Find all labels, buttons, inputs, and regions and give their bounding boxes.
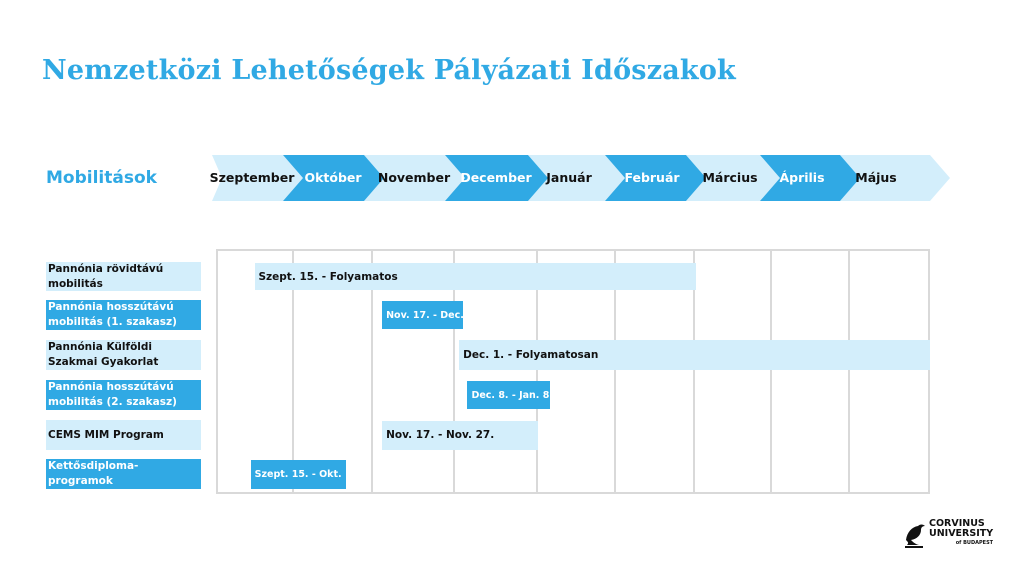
gantt-bar: Szept. 15. - Okt. 17. [251,460,346,489]
grid-line [848,249,850,494]
section-label: Mobilitások [46,168,157,188]
month-label: Május [855,170,897,185]
raven-icon [903,518,927,550]
month-label: Április [779,170,825,185]
page-title: Nemzetközi Lehetőségek Pályázati Időszakok [42,55,736,86]
row-label: Kettősdiploma-programok [46,459,201,489]
row-label: CEMS MIM Program [46,420,201,450]
logo-line3: of BUDAPEST [955,540,994,546]
month-label: Szeptember [209,170,295,185]
corvinus-logo [903,518,995,550]
gantt-bar: Nov. 17. - Nov. 27. [382,421,538,450]
month-label: Október [304,170,362,185]
grid-line [770,249,772,494]
gantt-bar: Dec. 8. - Jan. 8. [467,381,549,409]
row-label: Pannónia hosszútávú mobilitás (1. szakasz) [46,300,201,330]
row-label: Pannónia Külföldi Szakmai Gyakorlat [46,340,201,370]
month-label: Március [702,170,758,185]
row-label: Pannónia hosszútávú mobilitás (2. szakasz) [46,380,201,410]
month-label: November [377,170,451,185]
logo-line1: CORVINUS [929,518,985,529]
gantt-bar: Nov. 17. - Dec. 1. [382,301,463,329]
month-label: Január [546,170,592,185]
gantt-bar: Dec. 1. - Folyamatosan [459,340,930,370]
month-label: December [460,170,532,185]
month-label: Február [624,170,680,185]
row-label: Pannónia rövidtávú mobilitás [46,262,201,291]
gantt-bar: Szept. 15. - Folyamatos [255,263,697,290]
logo-line2: UNIVERSITY [929,528,994,539]
